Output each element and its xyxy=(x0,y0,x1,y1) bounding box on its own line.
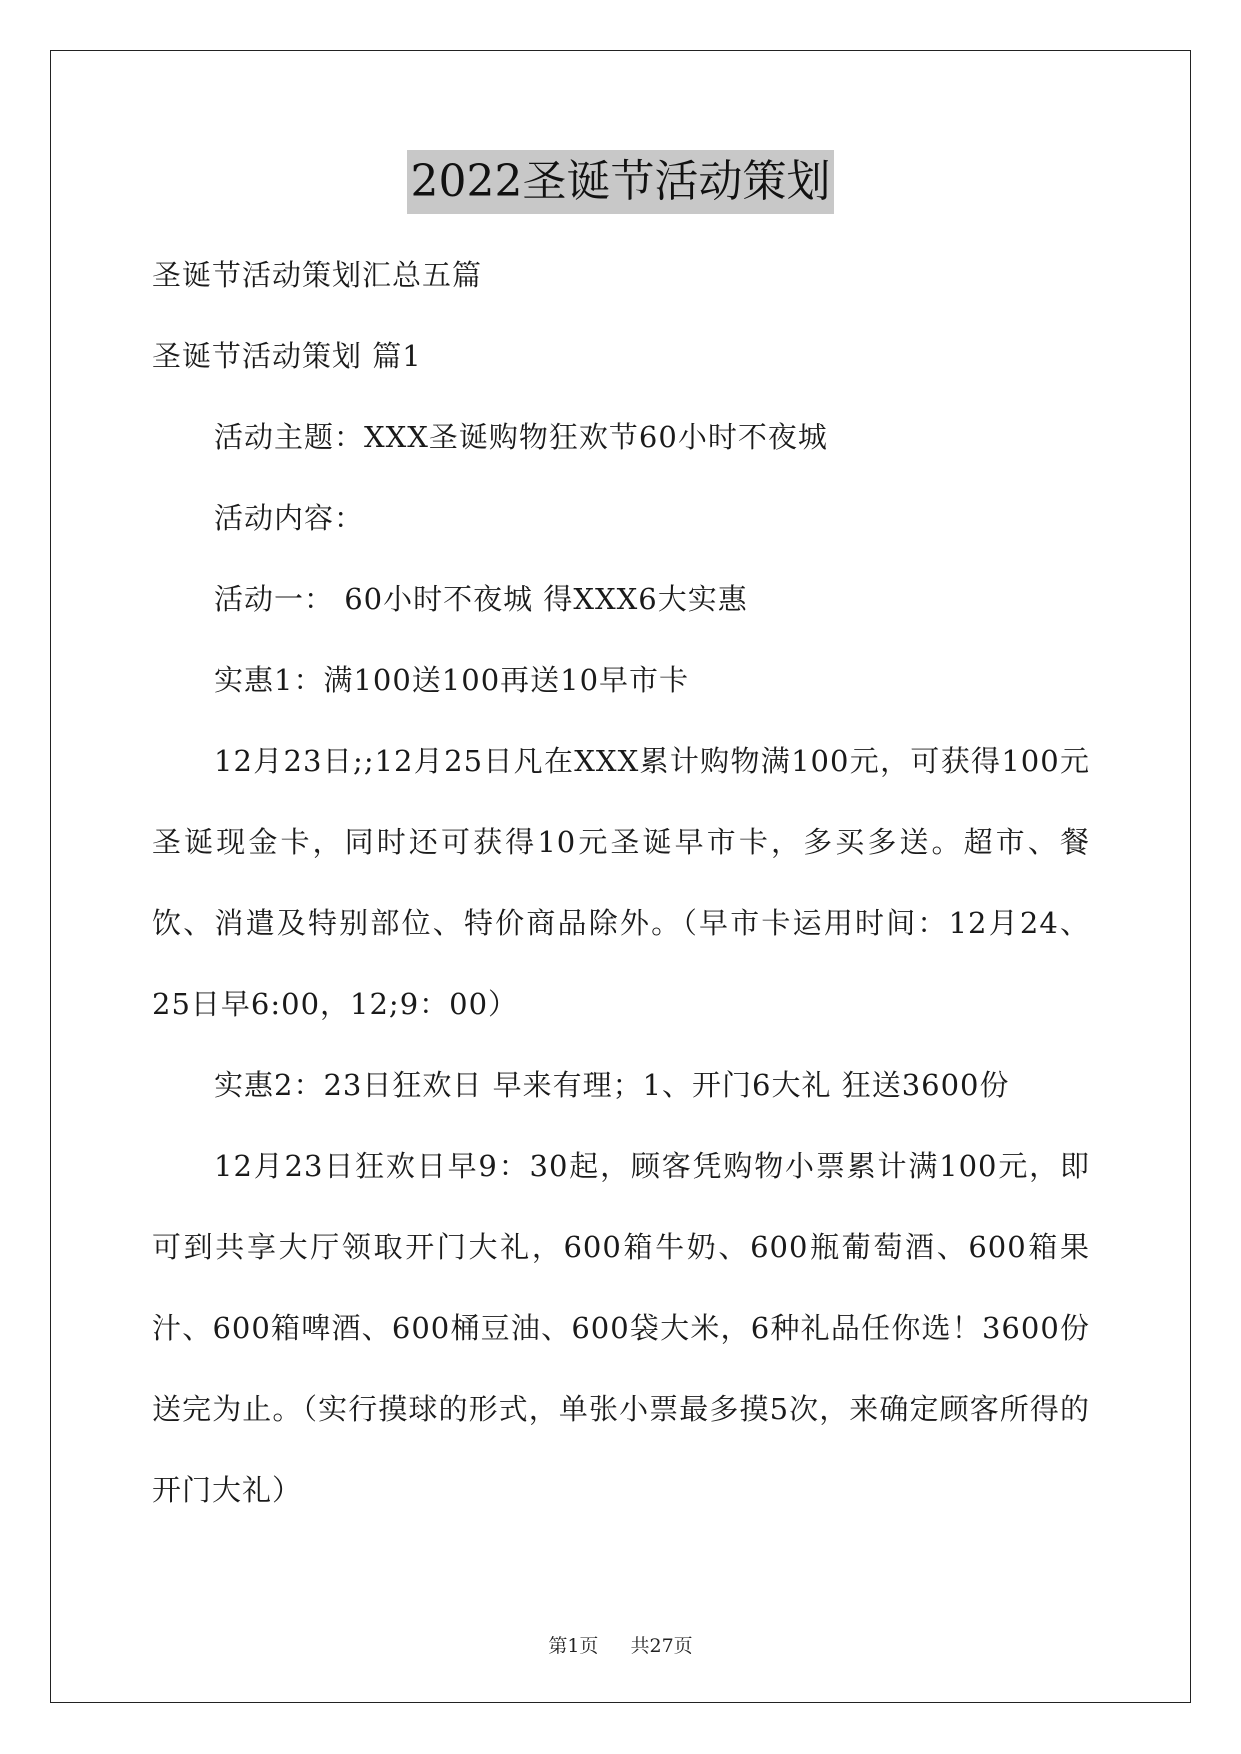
paragraph-benefit-two: 实惠2：23日狂欢日 早来有理；1、开门6大礼 狂送3600份 xyxy=(214,1068,1010,1102)
title-container xyxy=(0,150,1241,214)
paragraph-benefit-one: 实惠1：满100送100再送10早市卡 xyxy=(214,663,690,697)
paragraph-benefit-two-detail: 12月23日狂欢日早9：30起，顾客凭购物小票累计满100元，即可到共享大厅领取开门大礼，600箱牛奶、600瓶葡萄酒、600箱果汁、600箱啤酒、600桶豆油、600袋大米，6种礼品任你选！3600份送完为止。（实行摸球的形式，单张小票最多摸5次，来确定顾客所得的开门大礼） xyxy=(152,1149,1090,1507)
paragraph-benefit-one-detail: 12月23日;;12月25日凡在XXX累计购物满100元，可获得100元圣诞现金卡，同时还可获得10元圣诞早市卡，多买多送。超市、餐饮、消遣及特别部位、特价商品除外。（早市卡运用时间：12月24、25日早6:00，12;9：00） xyxy=(152,744,1090,1021)
page-footer xyxy=(0,1631,1241,1658)
page-total: 共27页 xyxy=(630,1635,693,1657)
paragraph-activity-one: 活动一： 60小时不夜城 得XXX6大实惠 xyxy=(214,582,748,616)
paragraph-theme: 活动主题：XXX圣诞购物狂欢节60小时不夜城 xyxy=(214,420,828,454)
document-body xyxy=(152,235,1090,1531)
paragraph-content-label: 活动内容： xyxy=(214,501,365,535)
paragraph-subtitle: 圣诞节活动策划汇总五篇 xyxy=(152,258,483,292)
paragraph-section-heading: 圣诞节活动策划 篇1 xyxy=(152,339,422,373)
page-number: 第1页 xyxy=(548,1635,599,1657)
document-title: 2022圣诞节活动策划 xyxy=(407,150,835,214)
